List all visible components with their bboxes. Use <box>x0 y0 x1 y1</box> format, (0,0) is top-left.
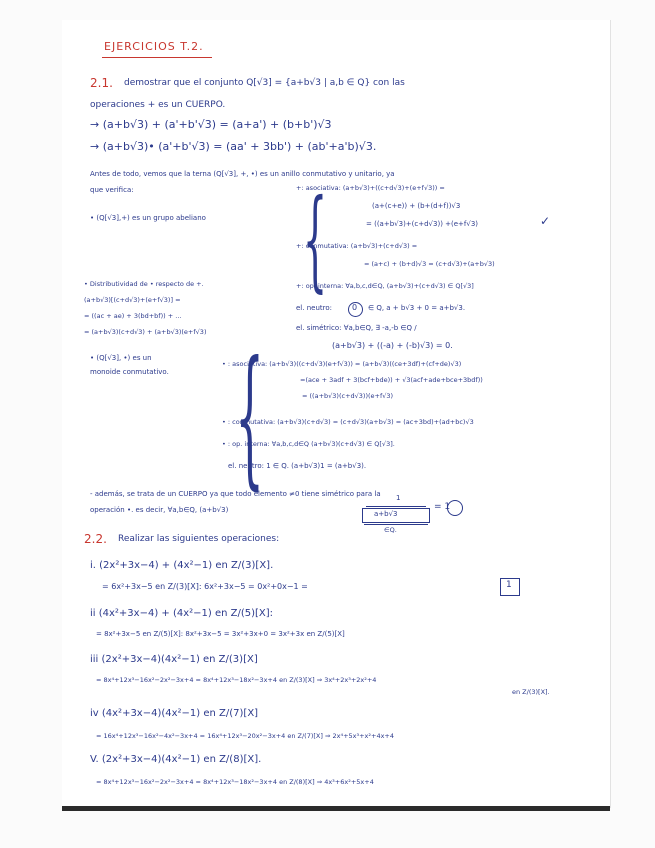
prod-commut: • : conmutativa: (a+b√3)(c+d√3) = (c+d√3)(a+b√3) = (ac+3bd)+(ad+bc)√3 <box>222 418 474 426</box>
add-assoc-step3: = ((a+b√3)+(c+d√3)) +(e+f√3) <box>366 220 479 228</box>
op-iv-result: = 16x⁴+12x³−16x²−4x²−3x+4 = 16x⁴+12x³−20x²−3x+4 en Z/(7)[X] ⇒ 2x⁴+5x³+x²+4x+4 <box>96 732 395 740</box>
monoid-heading: • (Q[√3], •) es un <box>90 354 152 362</box>
distributive-heading: • Distributividad de • respecto de +. <box>84 280 204 288</box>
title-underline <box>102 57 212 58</box>
exercise-2-1-statement: demostrar que el conjunto Q[√3] = {a+b√3 | a,b ∈ Q} con las <box>124 78 405 88</box>
fraction-denominator: a+b√3 <box>374 510 398 518</box>
sum-definition: → (a+b√3) + (a'+b'√3) = (a+a') + (b+b')√3 <box>90 118 332 131</box>
prod-neutral: el. neutro: 1 ∈ Q. (a+b√3)1 = (a+b√3). <box>228 462 367 470</box>
scan-bottom-edge <box>62 806 610 811</box>
op-i-boxed-value: 1 <box>506 580 512 590</box>
monoid-heading-cont: monoide conmutativo. <box>90 368 169 376</box>
add-symmetric-step2: (a+b√3) + ((-a) + (-b)√3) = 0. <box>332 341 453 350</box>
op-v-result: = 8x⁴+12x³−16x²−2x²−3x+4 = 8x⁴+12x³−18x²−3x+4 en Z/(8)[X] ⇒ 4x³+6x²+5x+4 <box>96 778 374 786</box>
group-brace: { <box>302 175 328 303</box>
op-i-result: = 6x²+3x−5 en Z/(3)[X]: 6x²+3x−5 = 0x²+0x−1 = <box>102 582 308 591</box>
op-v: V. (2x²+3x−4)(4x²−1) en Z/(8)[X]. <box>90 754 262 765</box>
add-commut-step2: = (a+c) + (b+d)√3 = (c+d√3)+(a+b√3) <box>364 260 495 268</box>
add-op-interna: +: op. interna: ∀a,b,c,d∈Q, (a+b√3)+(c+d√3) ∈ Q[√3] <box>296 282 474 290</box>
op-ii-result: = 8x²+3x−5 en Z/(5)[X]: 8x²+3x−5 = 3x²+3x+0 = 3x²+3x en Z/(5)[X] <box>96 630 345 638</box>
add-symmetric: el. simétrico: ∀a,b∈Q, ∃ -a,-b ∈Q / <box>296 324 417 332</box>
exercise-2-1-statement-cont: operaciones + es un CUERPO. <box>90 100 226 110</box>
exercise-2-1-label: 2.1. <box>90 76 113 90</box>
field-conclusion: - además, se trata de un CUERPO ya que todo elemento ≠0 tiene simétrico para la <box>90 490 381 498</box>
fraction-numerator: 1 <box>396 494 401 502</box>
ring-statement-cont: que verifica: <box>90 186 134 194</box>
group-heading: • (Q[√3],+) es un grupo abeliano <box>90 214 206 222</box>
op-iv: iv (4x²+3x−4)(4x²−1) en Z/(7)[X] <box>90 708 259 719</box>
prod-assoc: • : asociativa: (a+b√3)((c+d√3)(e+f√3)) = (a+b√3)((ce+3df)+(cf+de)√3) <box>222 360 462 368</box>
exercise-2-2-statement: Realizar las siguientes operaciones: <box>118 534 280 544</box>
field-conclusion-cont: operación •. es decir, ∀a,b∈Q, (a+b√3) <box>90 506 229 514</box>
monoid-brace: { <box>235 330 265 504</box>
fraction-bar <box>366 506 426 507</box>
prod-op-interna: • : op. interna: ∀a,b,c,d∈Q (a+b√3)(c+d√3) ∈ Q[√3]. <box>222 440 395 448</box>
prod-assoc-step3: = ((a+b√3)(c+d√3))(e+f√3) <box>302 392 394 400</box>
product-definition: → (a+b√3)• (a'+b'√3) = (aa' + 3bb') + (ab'+a'b)√3. <box>90 140 377 153</box>
op-i: i. (2x²+3x−4) + (4x²−1) en Z/(3)[X]. <box>90 560 274 571</box>
op-iii-result: = 8x⁴+12x³−16x²−2x²−3x+4 = 8x⁴+12x³−18x²−3x+4 en Z/(3)[X] ⇒ 3x⁴+2x³+2x²+4 <box>96 676 377 684</box>
ring-statement: Antes de todo, vemos que la terna (Q[√3], +, •) es un anillo conmutativo y unitario, ya <box>90 170 395 178</box>
fraction-in-q: ∈Q. <box>384 526 397 534</box>
result-one-circle <box>447 500 463 516</box>
add-neutral-rest: ∈ Q, a + b√3 + 0 = a+b√3. <box>368 304 466 312</box>
distributive-step2: = ((ac + ae) + 3(bd+bf)) + ... <box>84 312 182 320</box>
distributive-step1: (a+b√3)[(c+d√3)+(e+f√3)] = <box>84 296 181 304</box>
fraction-equals: = 1 <box>434 502 451 512</box>
check-mark: ✓ <box>540 214 551 228</box>
op-iii: iii (2x²+3x−4)(4x²−1) en Z/(3)[X] <box>90 654 258 665</box>
add-assoc: +: asociativa: (a+b√3)+((c+d√3)+(e+f√3)) = <box>296 184 445 192</box>
neutral-zero: 0 <box>352 303 358 312</box>
op-ii: ii (4x²+3x−4) + (4x²−1) en Z/(5)[X]: <box>90 608 274 619</box>
page-title: EJERCICIOS T.2. <box>104 40 204 53</box>
add-assoc-step2: (a+(c+e)) + (b+(d+f))√3 <box>372 202 461 210</box>
op-iii-result-cont: en Z/(3)[X]. <box>512 688 550 696</box>
notebook-sheet <box>62 20 611 808</box>
distributive-step3: = (a+b√3)(c+d√3) + (a+b√3)(e+f√3) <box>84 328 207 336</box>
add-commut: +: conmutativa: (a+b√3)+(c+d√3) = <box>296 242 418 250</box>
add-neutral-label: el. neutro: <box>296 304 332 312</box>
fraction-underline <box>364 524 428 525</box>
exercise-2-2-label: 2.2. <box>84 532 107 546</box>
prod-assoc-step2: =(ace + 3adf + 3(bcf+bde)) + √3(acf+ade+bce+3bdf)) <box>300 376 483 384</box>
